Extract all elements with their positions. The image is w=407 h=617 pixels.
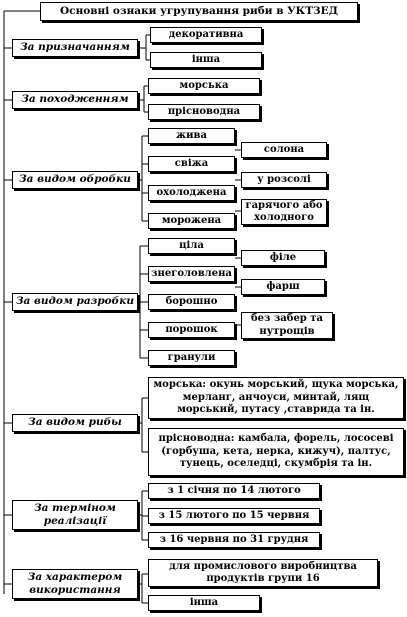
item-fresh: свіжа: [148, 156, 235, 172]
item-marine-species: морська: окунь морський, щука морська, мерланг, анчоуси, минтай, лящ морський, путасу ,ставрида та ін.: [148, 377, 404, 419]
subitem-hot-cold: гарячого або холодного: [241, 199, 327, 225]
item-freshwater-species: прісноводна: камбала, форель, лососеві (горбуша, кета, нерка, кижуч), палтус, тунець, оселедці, скумбрія та ін.: [148, 428, 404, 476]
subitem-gutted: без забер та нутрощів: [241, 312, 333, 339]
subitem-fillet: філе: [241, 250, 325, 266]
category-purpose: За призначанням: [12, 39, 138, 57]
item-industrial-production: для промислового виробництва продуктів групи 16: [148, 559, 378, 587]
subitem-mince: фарш: [241, 279, 325, 295]
item-whole: ціла: [148, 238, 235, 254]
item-pellets: гранули: [148, 350, 235, 366]
item-headless: знеголовлена: [148, 266, 235, 282]
item-other-usage: інша: [148, 595, 260, 611]
item-decorative: декоративна: [150, 27, 262, 43]
item-period-2: з 15 лютого по 15 червня: [148, 508, 320, 524]
subitem-salted: солона: [241, 142, 327, 158]
category-processing: За видом обробки: [12, 171, 138, 189]
item-flour: борошно: [148, 294, 235, 310]
item-powder: порошок: [148, 322, 235, 338]
item-marine: морська: [148, 78, 260, 94]
category-cutting: За видом разробки: [12, 293, 138, 311]
category-origin: За походженням: [12, 91, 138, 109]
item-freshwater: прісноводна: [148, 104, 260, 120]
item-chilled: охолоджена: [148, 185, 235, 201]
diagram-title: Основні ознаки угрупування риби в УКТЗЕД: [40, 2, 358, 21]
category-fish-type: За видом рибы: [12, 414, 138, 432]
category-sale-period: За терміном реалізації: [12, 500, 138, 530]
category-usage: За характером використання: [12, 569, 138, 599]
item-frozen: морожена: [148, 213, 235, 229]
item-period-3: з 16 червня по 31 грудня: [148, 532, 320, 548]
subitem-brine: у розсолі: [241, 172, 327, 188]
item-other-purpose: інша: [150, 52, 262, 68]
item-period-1: з 1 січня по 14 лютого: [148, 483, 320, 499]
item-live: жива: [148, 128, 235, 144]
